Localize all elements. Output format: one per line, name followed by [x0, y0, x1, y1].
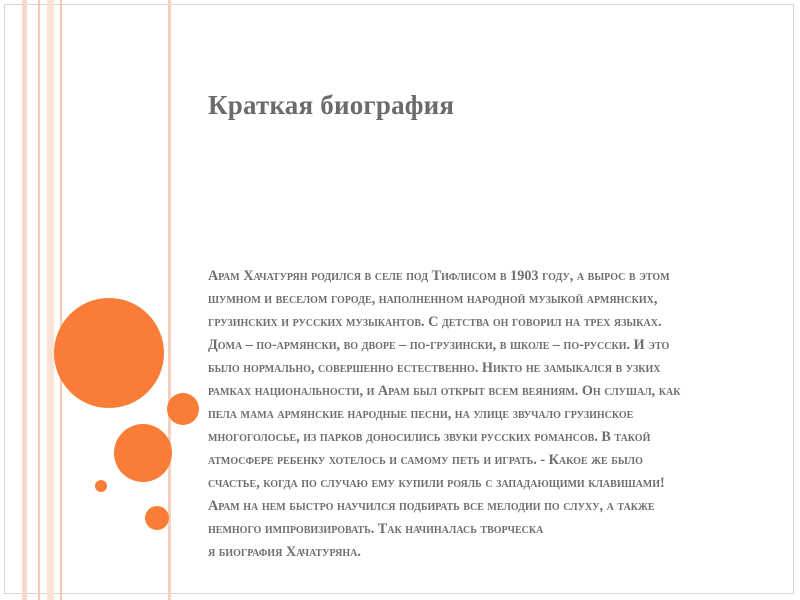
decorative-stripe: [60, 0, 62, 600]
decorative-stripe: [168, 0, 171, 600]
decorative-circle-medium: [114, 424, 172, 482]
decorative-circle-tiny: [95, 480, 107, 492]
decorative-stripe: [22, 0, 27, 600]
slide-body-text: Арам Хачатурян родился в селе под Тифлисом в 1903 году, а вырос в этом шумном и веселом городе, наполненном народной музыкой армянских, грузинских и русских музыкантов. С детства он говорил на трех языках. Дома – по-армянски, во дворе – по-грузински, в школе – по-русски. И это было нормально, совершенно естественно. Никто не замыкался в узких рамках национальности, и Арам был открыт всем веяниям. Он слушал, как пела мама армянские народные песни, на улице звучало грузинское многоголосье, из парков доносились звуки русских романсов. В такой атмосфере ребенку хотелось и самому петь и играть. - Какое же было счастье, когда по случаю ему купили рояль с западающими клавишами! Арам на нем быстро научился подбирать все мелодии по слуху, а также немного импровизировать. Так начиналась творческа я биография Хачатуряна.: [208, 268, 681, 560]
decorative-circle-small: [167, 393, 199, 425]
decorative-stripe: [47, 0, 54, 600]
decorative-circle-large: [54, 298, 164, 408]
decorative-circle-small: [145, 506, 169, 530]
decorative-stripe: [38, 0, 40, 600]
slide-title: Краткая биография: [208, 90, 455, 120]
